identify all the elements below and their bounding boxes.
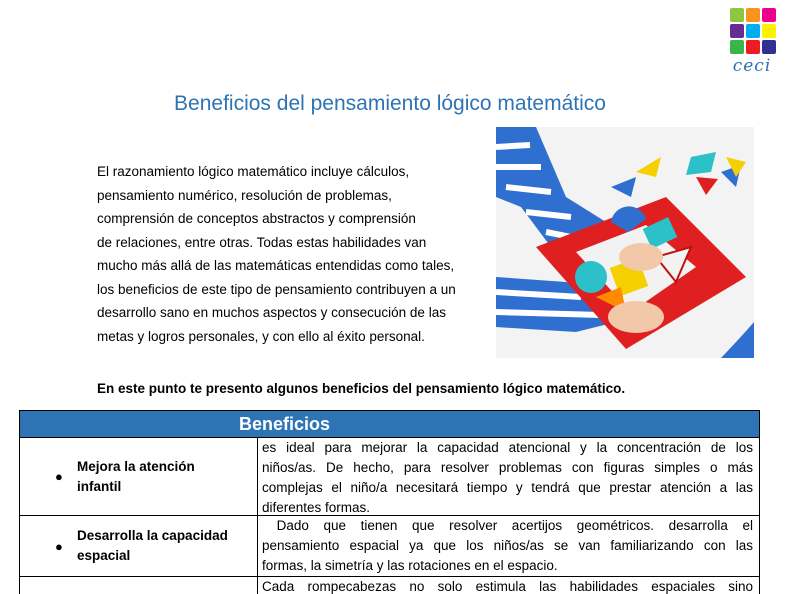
logo-tile bbox=[762, 24, 776, 38]
table-row bbox=[20, 438, 759, 516]
intro-paragraph bbox=[97, 160, 492, 348]
intro-line: pensamiento numérico, resolución de problemas, bbox=[97, 187, 392, 203]
benefit-label-cell bbox=[20, 577, 258, 594]
logo-tile bbox=[762, 40, 776, 54]
intro-line: desarrollo sano en muchos aspectos y consecución de las bbox=[97, 305, 446, 320]
description-line: es ideal para mejorar la capacidad atencional y la concentración de los bbox=[262, 440, 753, 455]
description-line: formas, la simetría y las rotaciones en el espacio. bbox=[262, 558, 558, 573]
benefit-label-cell bbox=[20, 516, 258, 576]
logo-tile bbox=[730, 24, 744, 38]
table-row bbox=[20, 577, 759, 594]
bullet-icon: ● bbox=[55, 538, 63, 554]
child-puzzle-photo bbox=[496, 127, 754, 358]
benefit-label bbox=[77, 457, 195, 497]
benefit-label-line: espacial bbox=[77, 548, 131, 563]
intro-line: El razonamiento lógico matemático incluye cálculos, bbox=[97, 164, 410, 179]
description-line: Cada rompecabezas no solo estimula las habilidades espaciales sino bbox=[262, 579, 753, 594]
description-line: diferentes formas. bbox=[262, 500, 371, 515]
benefit-label-line: Desarrolla la capacidad bbox=[77, 528, 228, 543]
logo-text: ceci bbox=[732, 56, 772, 76]
logo-mosaic bbox=[730, 8, 776, 54]
lead-text: En este punto te presento algunos beneficios del pensamiento lógico matemático. bbox=[97, 381, 626, 396]
logo-tile bbox=[762, 8, 776, 22]
benefit-label-line: Mejora la atención bbox=[77, 458, 195, 474]
description-line: niños/as. De hecho, para resolver problemas con figuras simples o más bbox=[262, 460, 753, 475]
benefit-label-line: infantil bbox=[77, 478, 122, 494]
ceci-logo bbox=[728, 8, 776, 82]
intro-line: los beneficios de este tipo de pensamiento contribuyen a un bbox=[97, 281, 456, 297]
benefit-description-cell bbox=[258, 438, 759, 515]
intro-line: mucho más allá de las matemáticas entendidas como tales, bbox=[97, 258, 455, 273]
description-line: complejas el niño/a necesitará tiempo y tendrá que prestar atención a las bbox=[262, 480, 753, 495]
benefit-label-cell bbox=[20, 438, 258, 515]
description-line: pensamiento espacial ya que los niños/as se van familiarizando con las bbox=[262, 538, 753, 553]
logo-tile bbox=[746, 24, 760, 38]
logo-tile bbox=[730, 8, 744, 22]
benefits-table bbox=[19, 410, 760, 594]
benefit-label bbox=[77, 526, 228, 566]
puzzle-illustration bbox=[496, 127, 754, 358]
logo-tile bbox=[746, 40, 760, 54]
description-line: Dado que tienen que resolver acertijos geométricos. desarrolla el bbox=[262, 518, 753, 533]
intro-line: comprensión de conceptos abstractos y comprensión bbox=[97, 211, 416, 226]
table-header: Beneficios bbox=[20, 411, 759, 438]
benefit-description-cell bbox=[258, 516, 759, 576]
intro-line: metas y logros personales, y con ello al éxito personal. bbox=[97, 328, 425, 344]
bullet-icon: ● bbox=[55, 469, 63, 484]
logo-tile bbox=[746, 8, 760, 22]
table-row bbox=[20, 516, 759, 577]
page-title: Beneficios del pensamiento lógico matemático bbox=[174, 92, 606, 115]
benefit-description-cell bbox=[258, 577, 759, 594]
logo-tile bbox=[730, 40, 744, 54]
intro-line: de relaciones, entre otras. Todas estas habilidades van bbox=[97, 234, 427, 250]
